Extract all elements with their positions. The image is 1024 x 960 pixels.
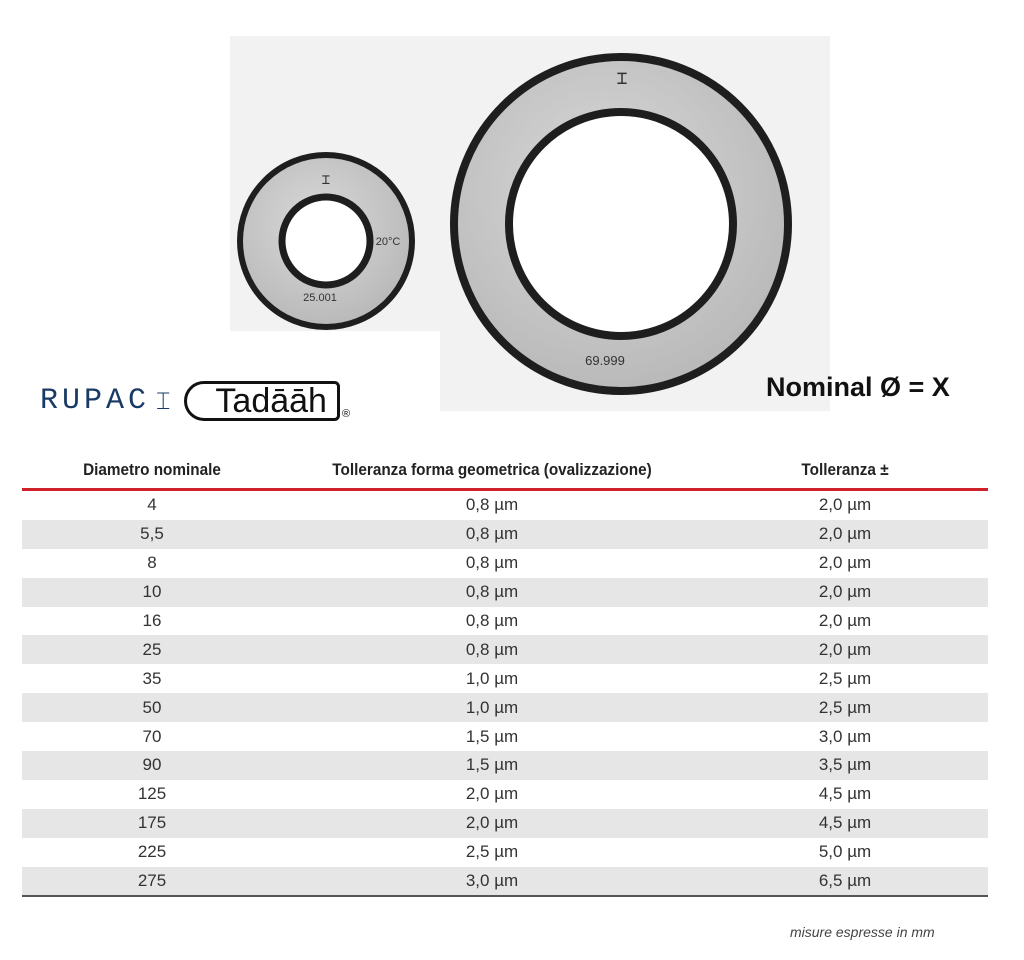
tolerance-table <box>22 452 988 897</box>
cell-tolerance: 3,5 µm <box>702 751 988 780</box>
cell-form-tolerance: 0,8 µm <box>282 520 702 549</box>
cell-form-tolerance: 0,8 µm <box>465 553 519 573</box>
cell-form-tolerance: 0,8 µm <box>282 635 702 664</box>
cell-form-tolerance: 0,8 µm <box>465 495 519 515</box>
micrometer-logo-icon: ⌶ <box>156 387 171 415</box>
cell-form-tolerance: 1,5 µm <box>465 726 519 746</box>
cell-form-tolerance: 2,0 µm <box>465 784 519 804</box>
cell-tolerance: 2,0 µm <box>702 635 988 664</box>
header-nominal-diameter: Diametro nominale <box>35 452 269 490</box>
table-row <box>22 520 988 549</box>
large-ring-gauge <box>454 57 788 391</box>
table-row <box>22 809 988 838</box>
cell-nominal-diameter: 4 <box>147 495 157 515</box>
small-ring-temperature: 20°C <box>375 236 401 248</box>
units-footnote: misure espresse in mm <box>790 924 935 940</box>
brand-tadaah: Tadāāh <box>184 381 340 421</box>
cell-tolerance: 2,0 µm <box>818 553 872 573</box>
cell-tolerance: 2,0 µm <box>818 611 872 630</box>
table-row <box>22 722 988 751</box>
table-row <box>22 751 988 780</box>
brand-rupac: RUPAC <box>40 384 151 418</box>
ring-gauges-illustration <box>0 0 1024 420</box>
table-row <box>22 607 988 636</box>
cell-tolerance: 3,0 µm <box>818 726 872 746</box>
cell-nominal-diameter: 225 <box>137 842 167 862</box>
cell-nominal-diameter: 8 <box>147 553 157 573</box>
table-row <box>22 490 988 520</box>
cell-form-tolerance: 0,8 µm <box>282 578 702 607</box>
cell-nominal-diameter: 70 <box>142 726 162 746</box>
cell-form-tolerance: 2,0 µm <box>282 809 702 838</box>
nominal-diameter-label: Nominal Ø = X <box>766 372 950 402</box>
cell-nominal-diameter: 175 <box>22 809 282 838</box>
cell-nominal-diameter: 10 <box>22 578 282 607</box>
table-row <box>22 549 988 578</box>
table-row <box>22 635 988 664</box>
large-ring-marking: 69.999 <box>585 353 625 368</box>
cell-tolerance: 4,5 µm <box>702 809 988 838</box>
cell-form-tolerance: 2,5 µm <box>465 842 519 862</box>
table-row <box>22 664 988 693</box>
small-ring-marking: 25.001 <box>303 292 337 304</box>
cell-nominal-diameter: 35 <box>142 668 162 688</box>
brand-logo <box>40 376 350 426</box>
cell-nominal-diameter: 125 <box>137 784 167 804</box>
cell-form-tolerance: 1,0 µm <box>465 668 519 688</box>
cell-tolerance: 2,5 µm <box>702 693 988 722</box>
header-tolerance: Tolleranza ± <box>716 452 973 490</box>
cell-form-tolerance: 3,0 µm <box>282 867 702 897</box>
table-row <box>22 578 988 607</box>
cell-nominal-diameter: 16 <box>142 611 162 630</box>
cell-form-tolerance: 0,8 µm <box>465 611 519 630</box>
cell-tolerance: 2,0 µm <box>702 578 988 607</box>
cell-tolerance: 5,0 µm <box>818 842 872 862</box>
cell-form-tolerance: 1,0 µm <box>282 693 702 722</box>
large-ring-logo-icon: ⌶ <box>616 70 628 90</box>
cell-tolerance: 2,5 µm <box>818 668 872 688</box>
cell-nominal-diameter: 5,5 <box>22 520 282 549</box>
table-row <box>22 693 988 722</box>
table-row <box>22 780 988 809</box>
cell-nominal-diameter: 90 <box>22 751 282 780</box>
header-form-tolerance: Tolleranza forma geometrica (ovalizzazione) <box>303 452 681 490</box>
registered-mark: ® <box>341 408 351 420</box>
table-body <box>22 490 988 897</box>
table-row <box>22 867 988 897</box>
cell-nominal-diameter: 50 <box>22 693 282 722</box>
small-ring-gauge <box>240 155 412 327</box>
cell-tolerance: 4,5 µm <box>818 784 872 804</box>
cell-nominal-diameter: 25 <box>22 635 282 664</box>
cell-form-tolerance: 1,5 µm <box>282 751 702 780</box>
cell-nominal-diameter: 275 <box>22 867 282 897</box>
table-row <box>22 838 988 867</box>
cell-tolerance: 6,5 µm <box>702 867 988 897</box>
small-ring-logo-icon: ⌶ <box>321 173 331 189</box>
cell-tolerance: 2,0 µm <box>818 495 872 515</box>
cell-tolerance: 2,0 µm <box>702 520 988 549</box>
table-header-row <box>22 452 988 490</box>
